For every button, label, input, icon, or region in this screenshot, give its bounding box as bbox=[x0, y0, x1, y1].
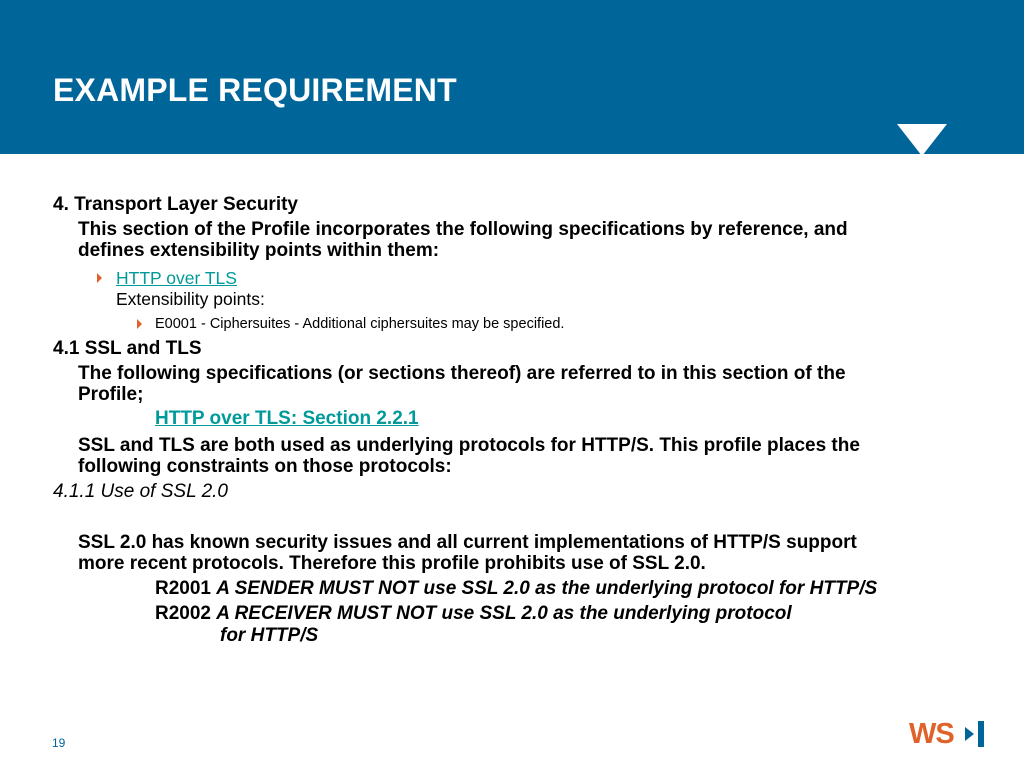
section-4-1-para-2-line-1: SSL and TLS are both used as underlying protocols for HTTP/S. This profile places the bbox=[78, 435, 860, 456]
requirement-r2001 bbox=[155, 578, 877, 600]
ws-i-logo bbox=[909, 719, 989, 749]
logo-text: WS bbox=[909, 718, 954, 750]
section-4-1-1-heading: 4.1.1 Use of SSL 2.0 bbox=[53, 481, 228, 502]
section-4-1-1-para-line-1: SSL 2.0 has known security issues and all current implementations of HTTP/S support bbox=[78, 532, 857, 553]
logo-bar-icon bbox=[978, 721, 984, 747]
header-bar bbox=[0, 0, 1024, 154]
section-4-1-para-1-line-2: Profile; bbox=[78, 384, 144, 405]
section-4-1-para-1-line-1: The following specifications (or sections thereof) are referred to in this section of the bbox=[78, 363, 846, 384]
section-4-1-heading: 4.1 SSL and TLS bbox=[53, 338, 202, 359]
requirement-text: A SENDER MUST NOT use SSL 2.0 as the underlying protocol for HTTP/S bbox=[216, 578, 878, 599]
slide-title: EXAMPLE REQUIREMENT bbox=[53, 72, 457, 108]
e0001-item: E0001 - Ciphersuites - Additional ciphersuites may be specified. bbox=[155, 316, 565, 332]
bullet-arrow-icon bbox=[97, 273, 102, 283]
requirement-id: R2002 bbox=[155, 603, 211, 624]
section-4-heading: 4. Transport Layer Security bbox=[53, 194, 298, 215]
section-4-1-1-para-line-2: more recent protocols. Therefore this profile prohibits use of SSL 2.0. bbox=[78, 553, 706, 574]
requirement-r2002 bbox=[155, 603, 792, 625]
http-over-tls-section-link[interactable]: HTTP over TLS: Section 2.2.1 bbox=[155, 408, 419, 429]
logo-arrow-icon bbox=[965, 727, 974, 741]
extensibility-points-label: Extensibility points: bbox=[116, 289, 265, 309]
bullet-arrow-icon bbox=[137, 319, 142, 329]
section-4-1-para-2-line-2: following constraints on those protocols: bbox=[78, 456, 452, 477]
section-4-intro-line-2: defines extensibility points within them: bbox=[78, 240, 440, 261]
section-4-intro-line-1: This section of the Profile incorporates the following specifications by reference, and bbox=[78, 219, 848, 240]
requirement-text: A RECEIVER MUST NOT use SSL 2.0 as the underlying protocol bbox=[216, 603, 792, 624]
page-number: 19 bbox=[52, 736, 66, 750]
header-notch bbox=[897, 124, 947, 156]
requirement-id: R2001 bbox=[155, 578, 211, 599]
http-over-tls-link[interactable]: HTTP over TLS bbox=[116, 268, 237, 288]
requirement-r2002-text-line-2: for HTTP/S bbox=[220, 625, 319, 646]
